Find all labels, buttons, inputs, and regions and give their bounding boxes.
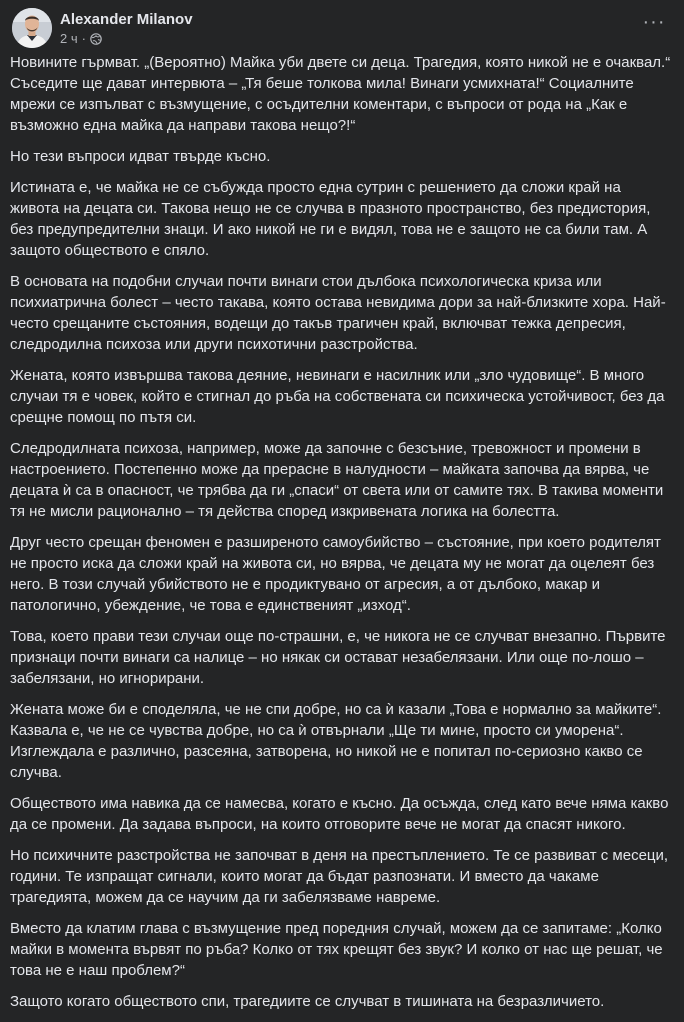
post-paragraph: Жената, която извършва такова деяние, невинаги е насилник или „зло чудовище“. В много случаи тя е човек, който е стигнал до ръба на собствената си психическа устойчивост, без да срещне помощ по пътя си.: [10, 367, 665, 426]
post-paragraph: Вместо да клатим глава с възмущение пред поредния случай, можем да се запитаме: „Колко майки в момента вървят по ръба? Колко от тях крещят без звук? И колко от нас ще решат, че това не е наш проблем?“: [10, 920, 663, 979]
globe-icon[interactable]: [90, 32, 102, 44]
author-avatar[interactable]: [12, 8, 52, 48]
post-paragraph: Следродилната психоза, например, може да започне с безсъние, тревожност и промени в настроението. Постепенно може да прерасне в налудности – майката започва да вярва, че децата ѝ са в опасност, че трябва да ги „спаси“ от света или от самите тях. В такива моменти тя не мисли рационално – тя действа според изкривената логика на болестта.: [10, 440, 664, 520]
post-paragraph: Друг често срещан феномен е разширеното самоубийство – състояние, при което родителят не просто иска да сложи край на живота си, но вярва, че децата му не могат да оцелеят без него. В този случай убийството не е продиктувано от агресия, а от дълбоко, макар и патологично, убеждение, че това е единственият „изход“.: [10, 534, 661, 614]
post-paragraph: Защото когато обществото спи, трагедиите се случват в тишината на безразличието.: [10, 993, 605, 1010]
more-options-icon: ···: [642, 11, 666, 33]
separator-dot: ·: [81, 30, 86, 46]
post-header: [12, 8, 193, 48]
author-name[interactable]: Alexander Milanov: [60, 10, 193, 28]
post-paragraph: В основата на подобни случаи почти винаги стои дълбока психологическа криза или психиатрична болест – често такава, която остава невидима дори за най-близките хора. Най-често срещаните състояния, водещи до такъв трагичен край, включват тежка депресия, следродилна психоза или други психотични разстройства.: [10, 273, 666, 353]
post-paragraph: Истината е, че майка не се събужда просто една сутрин с решението да сложи край на живота на децата си. Такова нещо не се случва в празното пространство, без предистория, без предупредителни знаци. И ако никой не ги е видял, това не е защото не са били там. А защото обществото е спяло.: [10, 179, 651, 259]
post-paragraph: Но психичните разстройства не започват в деня на престъплението. Те се развиват с месеци, години. Те изпращат сигнали, които могат да бъдат разпознати. И вместо да чакаме трагедията, можем да се научим да ги забелязваме навреме.: [10, 847, 669, 906]
post-timestamp[interactable]: 2 ч: [60, 30, 78, 46]
post-subline: [60, 30, 193, 47]
post-paragraph: Обществото има навика да се намесва, когато е късно. Да осъжда, след като вече няма какво да се промени. Да задава въпроси, на които отговорите вече не могат да спасят никого.: [10, 795, 669, 833]
post-body: [10, 52, 674, 1022]
post-paragraph: Но тези въпроси идват твърде късно.: [10, 148, 271, 165]
post-paragraph: Жената може би е споделяла, че не спи добре, но са ѝ казали „Това е нормално за майките“. Казвала е, че не се чувства добре, но са ѝ отвърнали „Ще ти мине, просто си уморена“. Изглеждала е различно, разсеяна, затворена, но никой не е попитал по-сериозно какво се случва.: [10, 701, 662, 781]
post-meta: [60, 10, 193, 47]
more-options-button[interactable]: [638, 10, 670, 42]
post-paragraph: Новините гърмват. „(Вероятно) Майка уби двете си деца. Трагедия, която никой не е очаквал.“ Съседите ще дават интервюта – „Тя беше толкова мила! Винаги усмихната!“ Социалните мрежи се изпълват с възмущение, с осъдителни коментари, с въпроси от рода на „Как е възможно една майка да направи такова нещо?!“: [10, 54, 671, 134]
avatar-image: [12, 8, 52, 48]
post-paragraph: Това, което прави тези случаи още по-страшни, е, че никога не се случват внезапно. Първите признаци почти винаги са налице – но някак си остават незабелязани. Или още по-лошо – забелязани, но игнорирани.: [10, 628, 666, 687]
